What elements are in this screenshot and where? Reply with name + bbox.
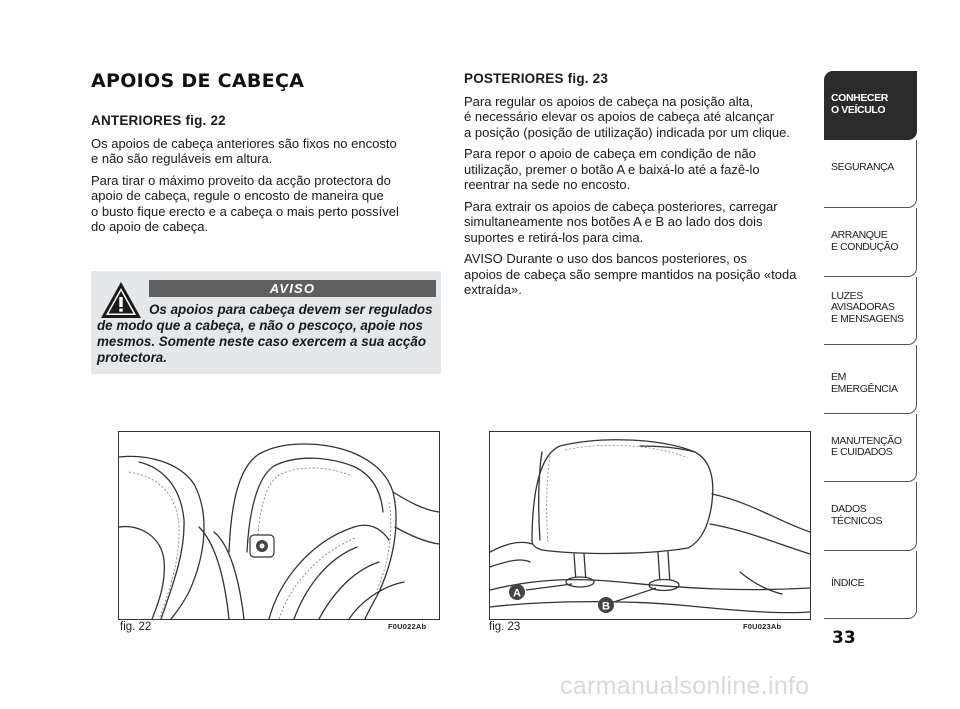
figure-22-front-headrest: [118, 431, 440, 620]
rear-heading: POSTERIORES fig. 23: [464, 71, 609, 86]
rear-headrests-section: [464, 71, 816, 304]
tab-indice[interactable]: ÍNDICE: [824, 551, 917, 620]
rear-paragraph: Para regular os apoios de cabeça na posição alta, é necessário elevar os apoios de cabeça até alcançar a posição (posição de utilização) indicada por um clique.: [464, 93, 790, 140]
tab-manutencao-e-cuidados[interactable]: MANUTENÇÃO E CUIDADOS: [824, 414, 917, 483]
warning-text: Os apoios para cabeça devem ser regulados de modo que a cabeça, e não o pescoço, apoie nos mesmos. Somente neste caso exercem a sua acção protectora.: [97, 302, 433, 365]
rear-paragraph: Para extrair os apoios de cabeça posteriores, carregar simultaneamente nos botões A e B ao lado dos dois suportes e retirá-los para cima.: [464, 198, 778, 245]
tab-luzes-avisadoras[interactable]: LUZES AVISADORAS E MENSAGENS: [824, 277, 917, 346]
front-paragraph: Os apoios de cabeça anteriores são fixos no encosto e não são reguláveis em altura.: [91, 135, 397, 166]
callout-label-b: [598, 597, 614, 613]
rear-paragraph: AVISO Durante o uso dos bancos posteriores, os apoios de cabeça são sempre mantidos na posição «toda extraída».: [464, 251, 797, 297]
tab-conhecer-o-veiculo[interactable]: CONHECER O VEÍCULO: [824, 71, 917, 140]
tab-seguranca[interactable]: SEGURANÇA: [824, 140, 917, 209]
figure-23-rear-headrest: [489, 431, 811, 620]
figure-22-code: F0U022Ab: [388, 622, 427, 631]
figure-23-caption: fig. 23: [489, 621, 521, 633]
section-tabs: [824, 71, 917, 619]
warning-label: AVISO: [149, 280, 436, 297]
front-heading: ANTERIORES fig. 22: [91, 113, 226, 128]
front-headrests-section: [91, 113, 436, 241]
front-paragraph: Para tirar o máximo proveito da acção protectora do apoio de cabeça, regule o encosto de maneira que o busto fique erecto e a cabeça o mais perto possível do apoio de cabeça.: [91, 172, 399, 234]
page-title: APOIOS DE CABEÇA: [91, 70, 305, 92]
callout-label-a: [509, 584, 525, 600]
rear-paragraph: Para repor o apoio de cabeça em condição de não utilização, premer o botão A e baixá-lo até a fazê-lo reentrar na sede no encosto.: [464, 146, 760, 192]
label-a-text: A: [513, 587, 521, 600]
rear-headrest-illustration: [490, 432, 810, 619]
figure-22-caption: fig. 22: [120, 621, 152, 633]
warning-box: [91, 271, 441, 374]
tab-dados-tecnicos[interactable]: DADOS TÉCNICOS: [824, 482, 917, 551]
figure-23-code: F0U023Ab: [743, 622, 782, 631]
tab-arranque-e-conducao[interactable]: ARRANQUE E CONDUÇÃO: [824, 208, 917, 277]
page-number: 33: [832, 628, 856, 648]
front-seat-illustration: [119, 432, 439, 619]
tab-em-emergencia[interactable]: EM EMERGÊNCIA: [824, 345, 917, 414]
watermark: carmanualsonline.info: [560, 672, 810, 700]
label-b-text: B: [602, 600, 610, 613]
